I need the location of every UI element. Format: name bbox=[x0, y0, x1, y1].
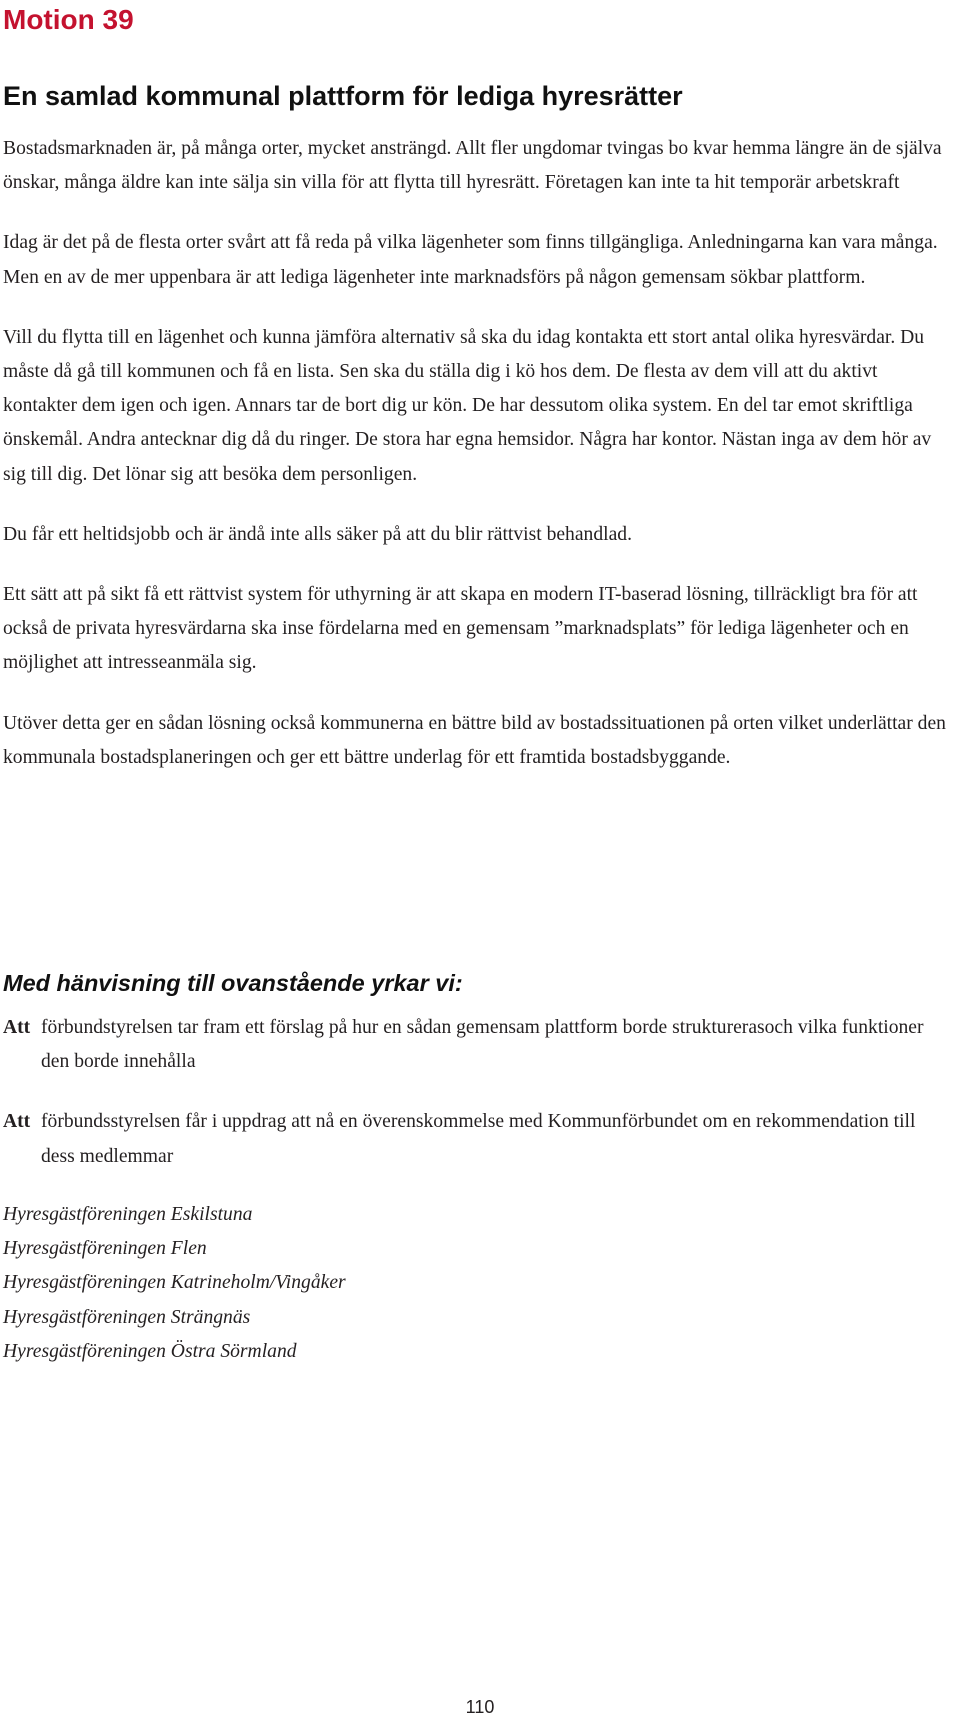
demand-text: förbundsstyrelsen får i uppdrag att nå en överenskommelse med Kommunförbundet om en rekommendation till dess medlemmar bbox=[41, 1111, 916, 1167]
demands-list bbox=[3, 1011, 953, 1200]
body-paragraph: Du får ett heltidsjobb och är ändå inte alls säker på att du blir rättvist behandlad. bbox=[3, 523, 632, 545]
demands-heading: Med hänvisning till ovanstående yrkar vi: bbox=[3, 970, 463, 996]
motion-body bbox=[3, 132, 953, 801]
body-paragraph: Bostadsmarknaden är, på många orter, mycket ansträngd. Allt fler ungdomar tvingas bo kvar hemma längre än de själva önskar, många äldre kan inte sälja sin villa för att flytta till hyresrätt. Företagen kan inte ta hit temporär arbetskraft bbox=[3, 138, 942, 194]
body-paragraph: Vill du flytta till en lägenhet och kunna jämföra alternativ så ska du idag kontakta ett stort antal olika hyresvärdar. Du måste då gå till kommunen och få en lista. Sen ska du ställa dig i kö hos dem. De flesta av dem vill att du aktivt kontakter dem igen och igen. Annars tar de bort dig ur kön. De har dessutom olika system. En del tar emot skriftliga önskemål. Andra antecknar dig då du ringer. De stora har egna hemsidor. Några har kontor. Nästan inga av dem hör av sig till dig. Det lönar sig att besöka dem personligen. bbox=[3, 326, 932, 485]
body-paragraph: Ett sätt att på sikt få ett rättvist system för uthyrning är att skapa en modern IT-baserad lösning, tillräckligt bra för att också de privata hyresvärdarna ska inse fördelarna med en gemensam ”marknadsplats” för lediga lägenheter och en möjlighet att intresseanmäla sig. bbox=[3, 584, 918, 674]
demand-prefix: Att bbox=[3, 1017, 31, 1038]
motion-title: En samlad kommunal plattform för lediga hyresrätter bbox=[3, 81, 683, 111]
body-paragraph: Utöver detta ger en sådan lösning också kommunerna en bättre bild av bostadssituationen på orten vilket underlättar den kommunala bostadsplaneringen och ger ett bättre underlag för ett framtida bostadsbyggande. bbox=[3, 712, 946, 768]
demand-text: förbundstyrelsen tar fram ett förslag på hur en sådan gemensam plattform borde strukturerasoch vilka funktioner den borde innehålla bbox=[41, 1017, 924, 1073]
demand-item bbox=[3, 1011, 953, 1079]
signature-line: Hyresgästföreningen Strängnäs bbox=[3, 1306, 251, 1328]
signature-line: Hyresgästföreningen Eskilstuna bbox=[3, 1204, 253, 1225]
body-paragraph: Idag är det på de flesta orter svårt att få reda på vilka lägenheter som finns tillgängliga. Anledningarna kan vara många. Men en av de mer uppenbara är att lediga lägenheter inte marknadsförs på någon gemensam sökbar plattform. bbox=[3, 232, 938, 288]
signature-line: Hyresgästföreningen Katrineholm/Vingåker bbox=[3, 1272, 346, 1294]
signature-line: Hyresgästföreningen Östra Sörmland bbox=[3, 1340, 297, 1362]
demand-prefix: Att bbox=[3, 1111, 31, 1133]
motion-number: Motion 39 bbox=[3, 4, 134, 35]
demand-item bbox=[3, 1105, 953, 1173]
page-number: 110 bbox=[465, 1697, 495, 1717]
signatures-list bbox=[3, 1198, 953, 1369]
signature-line: Hyresgästföreningen Flen bbox=[3, 1238, 207, 1260]
